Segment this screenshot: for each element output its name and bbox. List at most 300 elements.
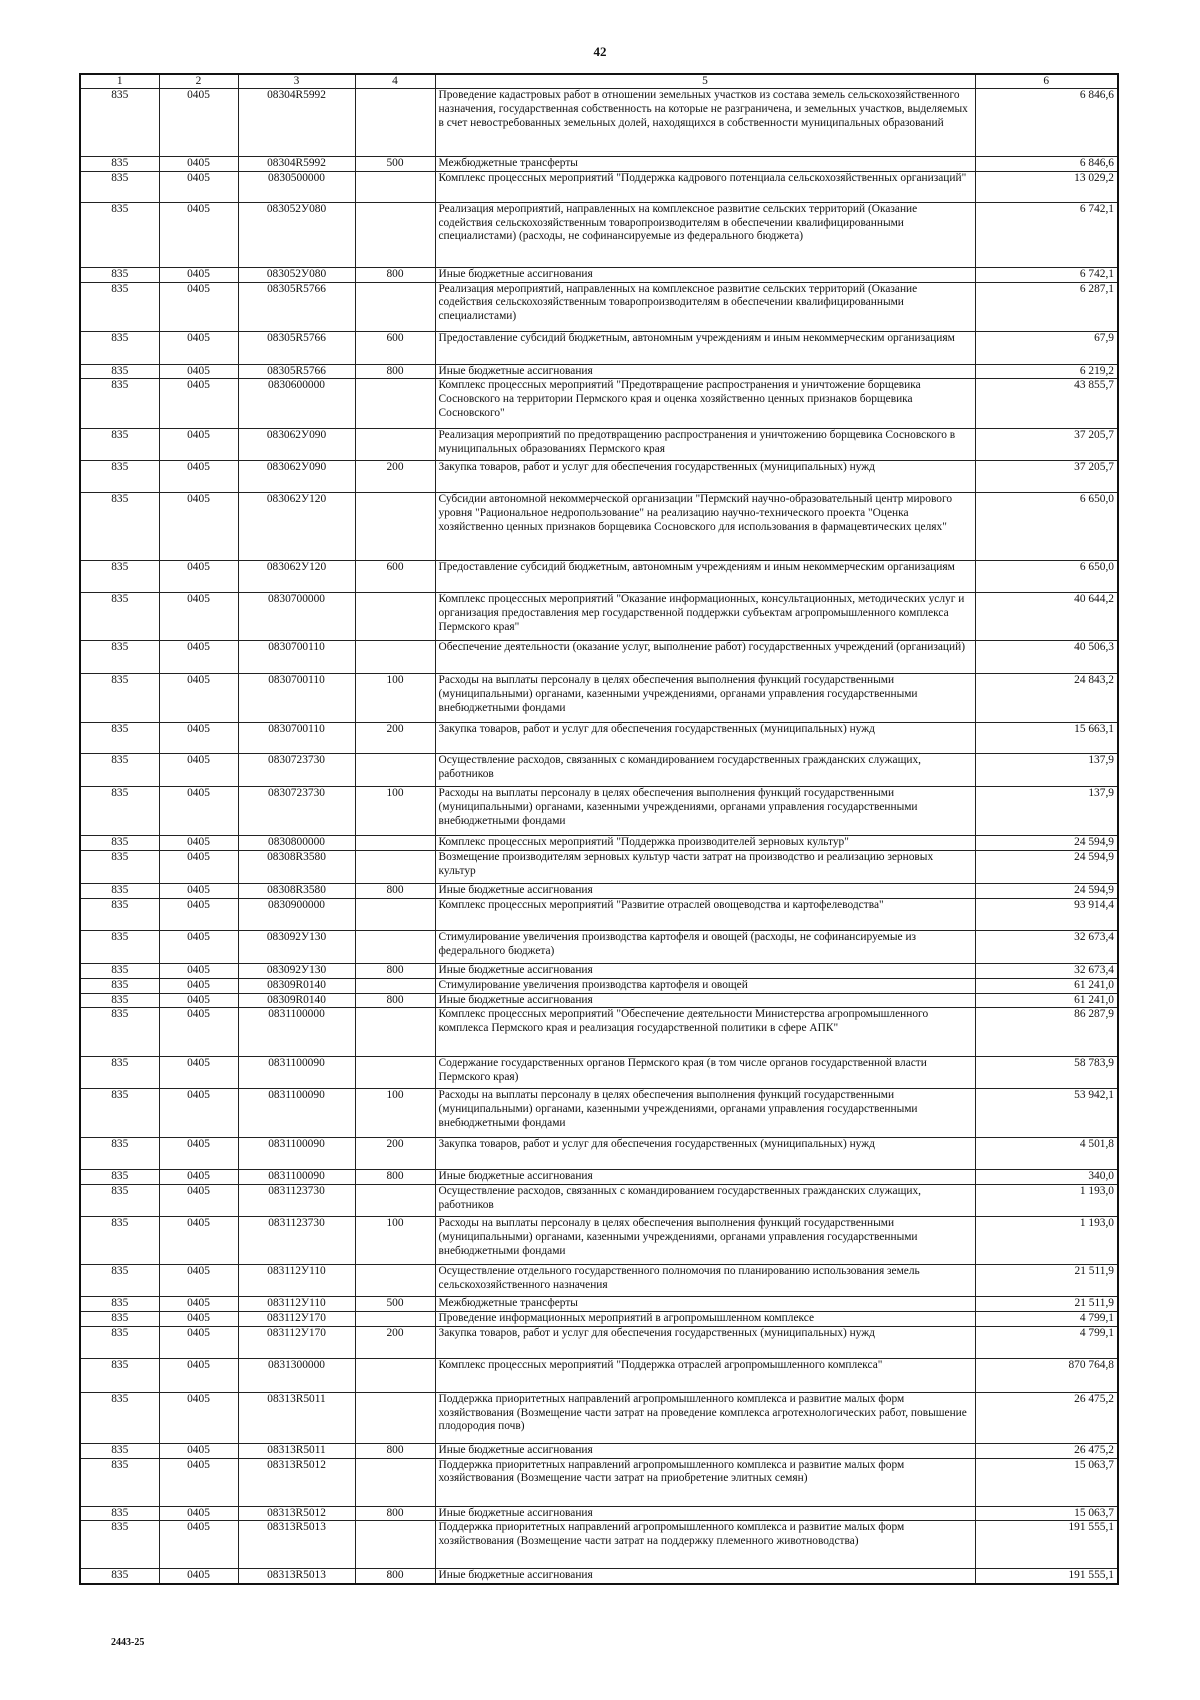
cell-description: Комплекс процессных мероприятий "Обеспечение деятельности Министерства агропромышленного комплекса Пермского края и реализация государственной политики в сфере АПК": [435, 1008, 975, 1057]
table-row: [80, 993, 1118, 1008]
cell-expense-type: [355, 930, 435, 963]
table-row: [80, 1265, 1118, 1297]
cell-section-code: 0405: [159, 157, 238, 172]
cell-admin-code: 835: [80, 1057, 159, 1089]
cell-expense-type: 800: [355, 364, 435, 379]
page-number: 42: [593, 44, 607, 59]
cell-section-code: 0405: [159, 898, 238, 930]
cell-expense-type: [355, 978, 435, 993]
cell-admin-code: 835: [80, 851, 159, 884]
cell-amount: 13 029,2: [975, 171, 1118, 202]
cell-amount: 24 594,9: [975, 884, 1118, 899]
cell-admin-code: 835: [80, 1170, 159, 1185]
table-row: [80, 267, 1118, 282]
cell-admin-code: 835: [80, 379, 159, 429]
table-row: [80, 89, 1118, 157]
cell-expense-type: [355, 836, 435, 851]
column-header-4: 4: [355, 74, 435, 89]
cell-admin-code: 835: [80, 1392, 159, 1443]
cell-description: Комплекс процессных мероприятий "Предотвращение распространения и уничтожение борщевика Сосновского на территории Пермского края и оценка хозяйственно ценных признаков борщевика Сосновского": [435, 379, 975, 429]
cell-amount: 24 594,9: [975, 836, 1118, 851]
cell-expense-type: 800: [355, 1506, 435, 1521]
budget-table: [79, 73, 1119, 1585]
cell-expense-type: 500: [355, 157, 435, 172]
cell-target-article: 0831100000: [238, 1008, 355, 1057]
cell-expense-type: 800: [355, 1443, 435, 1458]
table-row: [80, 1170, 1118, 1185]
cell-amount: 6 846,6: [975, 157, 1118, 172]
cell-admin-code: 835: [80, 89, 159, 157]
table-row: [80, 1297, 1118, 1312]
cell-section-code: 0405: [159, 1217, 238, 1265]
cell-expense-type: 100: [355, 787, 435, 836]
cell-admin-code: 835: [80, 723, 159, 754]
cell-target-article: 083112У110: [238, 1265, 355, 1297]
cell-admin-code: 835: [80, 593, 159, 641]
cell-admin-code: 835: [80, 1443, 159, 1458]
cell-description: Содержание государственных органов Пермского края (в том числе органов государственной власти Пермского края): [435, 1057, 975, 1089]
cell-expense-type: 200: [355, 1138, 435, 1170]
cell-amount: 40 506,3: [975, 641, 1118, 674]
cell-amount: 6 742,1: [975, 267, 1118, 282]
cell-amount: 24 594,9: [975, 851, 1118, 884]
cell-expense-type: 800: [355, 963, 435, 978]
table-row: [80, 1311, 1118, 1326]
cell-section-code: 0405: [159, 1089, 238, 1138]
cell-amount: 21 511,9: [975, 1265, 1118, 1297]
table-row: [80, 379, 1118, 429]
cell-section-code: 0405: [159, 1521, 238, 1569]
cell-amount: 137,9: [975, 754, 1118, 787]
cell-expense-type: [355, 171, 435, 202]
column-header-5: 5: [435, 74, 975, 89]
cell-admin-code: 835: [80, 836, 159, 851]
table-row: [80, 1057, 1118, 1089]
cell-target-article: 08313R5011: [238, 1392, 355, 1443]
cell-admin-code: 835: [80, 171, 159, 202]
table-row: [80, 593, 1118, 641]
cell-target-article: 0831123730: [238, 1217, 355, 1265]
cell-target-article: 083062У090: [238, 461, 355, 493]
cell-description: Расходы на выплаты персоналу в целях обеспечения выполнения функций государственными (муниципальными) органами, казенными учреждениями, органами управления государственными внебюджетными фондами: [435, 787, 975, 836]
cell-amount: 4 799,1: [975, 1326, 1118, 1358]
cell-amount: 37 205,7: [975, 461, 1118, 493]
cell-section-code: 0405: [159, 1458, 238, 1506]
cell-admin-code: 835: [80, 963, 159, 978]
cell-expense-type: 100: [355, 1217, 435, 1265]
cell-target-article: 0830600000: [238, 379, 355, 429]
cell-target-article: 0830900000: [238, 898, 355, 930]
cell-target-article: 083052У080: [238, 267, 355, 282]
cell-description: Расходы на выплаты персоналу в целях обеспечения выполнения функций государственными (муниципальными) органами, казенными учреждениями, органами управления государственными внебюджетными фондами: [435, 674, 975, 723]
table-row: [80, 331, 1118, 364]
cell-admin-code: 835: [80, 202, 159, 267]
cell-amount: 1 193,0: [975, 1217, 1118, 1265]
cell-section-code: 0405: [159, 1170, 238, 1185]
cell-target-article: 0831123730: [238, 1185, 355, 1217]
cell-target-article: 08309R0140: [238, 978, 355, 993]
cell-target-article: 083062У090: [238, 429, 355, 461]
cell-amount: 6 219,2: [975, 364, 1118, 379]
cell-section-code: 0405: [159, 1506, 238, 1521]
cell-expense-type: 200: [355, 1326, 435, 1358]
table-row: [80, 429, 1118, 461]
table-row: [80, 1358, 1118, 1392]
table-body: [80, 89, 1118, 1585]
cell-description: Поддержка приоритетных направлений агропромышленного комплекса и развитие малых форм хозяйствования (Возмещение части затрат на приобретение элитных семян): [435, 1458, 975, 1506]
cell-target-article: 08313R5012: [238, 1458, 355, 1506]
cell-amount: 40 644,2: [975, 593, 1118, 641]
cell-description: Иные бюджетные ассигнования: [435, 963, 975, 978]
cell-amount: 61 241,0: [975, 978, 1118, 993]
cell-target-article: 08304R5992: [238, 89, 355, 157]
cell-target-article: 0830700110: [238, 641, 355, 674]
cell-section-code: 0405: [159, 963, 238, 978]
cell-expense-type: 800: [355, 884, 435, 899]
table-row: [80, 202, 1118, 267]
cell-expense-type: [355, 1392, 435, 1443]
cell-amount: 61 241,0: [975, 993, 1118, 1008]
cell-description: Иные бюджетные ассигнования: [435, 884, 975, 899]
cell-section-code: 0405: [159, 282, 238, 331]
cell-admin-code: 835: [80, 1008, 159, 1057]
cell-section-code: 0405: [159, 331, 238, 364]
cell-admin-code: 835: [80, 331, 159, 364]
table-row: [80, 1138, 1118, 1170]
cell-admin-code: 835: [80, 898, 159, 930]
cell-target-article: 08313R5013: [238, 1521, 355, 1569]
cell-section-code: 0405: [159, 267, 238, 282]
cell-expense-type: [355, 641, 435, 674]
cell-expense-type: [355, 1265, 435, 1297]
cell-expense-type: [355, 1458, 435, 1506]
cell-target-article: 0831100090: [238, 1170, 355, 1185]
cell-description: Иные бюджетные ассигнования: [435, 993, 975, 1008]
cell-admin-code: 835: [80, 1138, 159, 1170]
cell-description: Проведение кадастровых работ в отношении земельных участков из состава земель сельскохозяйственного назначения, государственная собственность на которые не разграничена, и земельных участков, выделяемых в счет невостребованных земельных долей, находящихся в собственности муниципальных образований: [435, 89, 975, 157]
table-row: [80, 1506, 1118, 1521]
cell-section-code: 0405: [159, 836, 238, 851]
table-row: [80, 963, 1118, 978]
cell-expense-type: 100: [355, 1089, 435, 1138]
cell-admin-code: 835: [80, 1297, 159, 1312]
cell-admin-code: 835: [80, 364, 159, 379]
cell-section-code: 0405: [159, 1569, 238, 1584]
table-row: [80, 851, 1118, 884]
table-row: [80, 157, 1118, 172]
cell-description: Комплекс процессных мероприятий "Оказание информационных, консультационных, методических услуг и организация предоставления мер государственной поддержки субъектам агропромышленного комплекса Пермского края": [435, 593, 975, 641]
cell-admin-code: 835: [80, 461, 159, 493]
cell-section-code: 0405: [159, 1443, 238, 1458]
cell-description: Стимулирование увеличения производства картофеля и овощей (расходы, не софинансируемые из федерального бюджета): [435, 930, 975, 963]
cell-target-article: 083062У120: [238, 561, 355, 593]
cell-expense-type: [355, 89, 435, 157]
column-header-2: 2: [159, 74, 238, 89]
cell-expense-type: [355, 754, 435, 787]
table-row: [80, 641, 1118, 674]
cell-expense-type: 500: [355, 1297, 435, 1312]
cell-section-code: 0405: [159, 754, 238, 787]
cell-target-article: 08305R5766: [238, 282, 355, 331]
cell-section-code: 0405: [159, 1297, 238, 1312]
cell-amount: 6 742,1: [975, 202, 1118, 267]
cell-amount: 26 475,2: [975, 1392, 1118, 1443]
table-row: [80, 1458, 1118, 1506]
cell-expense-type: [355, 202, 435, 267]
table-row: [80, 1008, 1118, 1057]
cell-target-article: 08308R3580: [238, 884, 355, 899]
cell-admin-code: 835: [80, 993, 159, 1008]
cell-description: Осуществление отдельного государственного полномочия по планированию использования земель сельскохозяйственного назначения: [435, 1265, 975, 1297]
cell-description: Расходы на выплаты персоналу в целях обеспечения выполнения функций государственными (муниципальными) органами, казенными учреждениями, органами управления государственными внебюджетными фондами: [435, 1089, 975, 1138]
cell-description: Комплекс процессных мероприятий "Поддержка отраслей агропромышленного комплекса": [435, 1358, 975, 1392]
cell-admin-code: 835: [80, 787, 159, 836]
cell-description: Реализация мероприятий по предотвращению распространения и уничтожению борщевика Сосновского в муниципальных образованиях Пермского края: [435, 429, 975, 461]
table-row: [80, 1326, 1118, 1358]
table-row: [80, 1217, 1118, 1265]
cell-target-article: 0831100090: [238, 1138, 355, 1170]
cell-expense-type: 800: [355, 267, 435, 282]
cell-section-code: 0405: [159, 674, 238, 723]
cell-target-article: 0830723730: [238, 787, 355, 836]
cell-admin-code: 835: [80, 429, 159, 461]
table-row: [80, 898, 1118, 930]
cell-section-code: 0405: [159, 723, 238, 754]
cell-description: Иные бюджетные ассигнования: [435, 1443, 975, 1458]
cell-expense-type: [355, 1311, 435, 1326]
cell-amount: 4 799,1: [975, 1311, 1118, 1326]
cell-section-code: 0405: [159, 787, 238, 836]
table-row: [80, 282, 1118, 331]
cell-target-article: 0830700000: [238, 593, 355, 641]
cell-description: Осуществление расходов, связанных с командированием государственных гражданских служащих, работников: [435, 754, 975, 787]
cell-target-article: 083092У130: [238, 963, 355, 978]
cell-description: Возмещение производителям зерновых культур части затрат на производство и реализацию зерновых культур: [435, 851, 975, 884]
cell-admin-code: 835: [80, 1569, 159, 1584]
cell-target-article: 08313R5013: [238, 1569, 355, 1584]
cell-expense-type: 200: [355, 461, 435, 493]
cell-expense-type: [355, 493, 435, 561]
cell-target-article: 0831100090: [238, 1089, 355, 1138]
cell-expense-type: [355, 1057, 435, 1089]
cell-target-article: 0831300000: [238, 1358, 355, 1392]
cell-description: Предоставление субсидий бюджетным, автономным учреждениям и иным некоммерческим организациям: [435, 331, 975, 364]
cell-description: Иные бюджетные ассигнования: [435, 364, 975, 379]
cell-target-article: 08308R3580: [238, 851, 355, 884]
cell-expense-type: [355, 898, 435, 930]
cell-amount: 24 843,2: [975, 674, 1118, 723]
table-row: [80, 978, 1118, 993]
cell-amount: 21 511,9: [975, 1297, 1118, 1312]
cell-amount: 43 855,7: [975, 379, 1118, 429]
cell-description: Предоставление субсидий бюджетным, автономным учреждениям и иным некоммерческим организациям: [435, 561, 975, 593]
cell-amount: 58 783,9: [975, 1057, 1118, 1089]
cell-expense-type: [355, 1008, 435, 1057]
cell-expense-type: [355, 1185, 435, 1217]
cell-expense-type: [355, 851, 435, 884]
cell-description: Комплекс процессных мероприятий "Развитие отраслей овощеводства и картофелеводства": [435, 898, 975, 930]
table-row: [80, 787, 1118, 836]
cell-section-code: 0405: [159, 641, 238, 674]
cell-admin-code: 835: [80, 674, 159, 723]
cell-amount: 26 475,2: [975, 1443, 1118, 1458]
cell-target-article: 08309R0140: [238, 993, 355, 1008]
cell-section-code: 0405: [159, 493, 238, 561]
table-row: [80, 674, 1118, 723]
cell-amount: 93 914,4: [975, 898, 1118, 930]
cell-admin-code: 835: [80, 493, 159, 561]
cell-admin-code: 835: [80, 1185, 159, 1217]
cell-admin-code: 835: [80, 1089, 159, 1138]
cell-description: Иные бюджетные ассигнования: [435, 1569, 975, 1584]
cell-section-code: 0405: [159, 930, 238, 963]
cell-expense-type: 600: [355, 561, 435, 593]
cell-target-article: 083112У170: [238, 1311, 355, 1326]
cell-section-code: 0405: [159, 978, 238, 993]
cell-target-article: 0831100090: [238, 1057, 355, 1089]
cell-target-article: 083112У110: [238, 1297, 355, 1312]
cell-description: Поддержка приоритетных направлений агропромышленного комплекса и развитие малых форм хозяйствования (Возмещение части затрат на проведение комплекса агротехнологических работ, повышение плодородия почв): [435, 1392, 975, 1443]
cell-admin-code: 835: [80, 1326, 159, 1358]
table-row: [80, 1443, 1118, 1458]
cell-amount: 137,9: [975, 787, 1118, 836]
cell-section-code: 0405: [159, 461, 238, 493]
cell-description: Закупка товаров, работ и услуг для обеспечения государственных (муниципальных) нужд: [435, 1326, 975, 1358]
cell-amount: 4 501,8: [975, 1138, 1118, 1170]
cell-amount: 1 193,0: [975, 1185, 1118, 1217]
column-header-3: 3: [238, 74, 355, 89]
cell-target-article: 083112У170: [238, 1326, 355, 1358]
column-header-6: 6: [975, 74, 1118, 89]
cell-target-article: 0830800000: [238, 836, 355, 851]
cell-target-article: 0830700110: [238, 674, 355, 723]
cell-admin-code: 835: [80, 1311, 159, 1326]
cell-section-code: 0405: [159, 1265, 238, 1297]
cell-expense-type: [355, 282, 435, 331]
cell-description: Иные бюджетные ассигнования: [435, 1506, 975, 1521]
cell-description: Стимулирование увеличения производства картофеля и овощей: [435, 978, 975, 993]
cell-target-article: 08313R5012: [238, 1506, 355, 1521]
cell-description: Иные бюджетные ассигнования: [435, 1170, 975, 1185]
cell-expense-type: 100: [355, 674, 435, 723]
cell-section-code: 0405: [159, 1311, 238, 1326]
cell-target-article: 08304R5992: [238, 157, 355, 172]
cell-target-article: 0830700110: [238, 723, 355, 754]
cell-section-code: 0405: [159, 993, 238, 1008]
table-row: [80, 754, 1118, 787]
cell-description: Комплекс процессных мероприятий "Поддержка кадрового потенциала сельскохозяйственных организаций": [435, 171, 975, 202]
cell-section-code: 0405: [159, 379, 238, 429]
cell-admin-code: 835: [80, 930, 159, 963]
cell-admin-code: 835: [80, 1521, 159, 1569]
cell-amount: 340,0: [975, 1170, 1118, 1185]
cell-section-code: 0405: [159, 171, 238, 202]
cell-target-article: 08305R5766: [238, 364, 355, 379]
table-row: [80, 493, 1118, 561]
cell-expense-type: [355, 1521, 435, 1569]
cell-target-article: 08313R5011: [238, 1443, 355, 1458]
cell-admin-code: 835: [80, 641, 159, 674]
cell-expense-type: 800: [355, 993, 435, 1008]
cell-admin-code: 835: [80, 1506, 159, 1521]
cell-admin-code: 835: [80, 157, 159, 172]
cell-amount: 191 555,1: [975, 1521, 1118, 1569]
cell-section-code: 0405: [159, 1008, 238, 1057]
cell-description: Иные бюджетные ассигнования: [435, 267, 975, 282]
cell-section-code: 0405: [159, 429, 238, 461]
cell-target-article: 083052У080: [238, 202, 355, 267]
cell-target-article: 08305R5766: [238, 331, 355, 364]
cell-section-code: 0405: [159, 1185, 238, 1217]
table-row: [80, 561, 1118, 593]
cell-description: Субсидии автономной некоммерческой организации "Пермский научно-образовательный центр мирового уровня "Рациональное недропользование" на реализацию научно-технического проекта "Оценка хозяйственно ценных признаков борщевика Сосновского для использования в фармацевтических целях": [435, 493, 975, 561]
cell-section-code: 0405: [159, 851, 238, 884]
cell-admin-code: 835: [80, 1217, 159, 1265]
cell-section-code: 0405: [159, 89, 238, 157]
table-row: [80, 171, 1118, 202]
cell-description: Обеспечение деятельности (оказание услуг, выполнение работ) государственных учреждений (организаций): [435, 641, 975, 674]
document-code: 2443-25: [111, 1637, 145, 1648]
table-row: [80, 461, 1118, 493]
cell-description: Комплекс процессных мероприятий "Поддержка производителей зерновых культур": [435, 836, 975, 851]
cell-amount: 86 287,9: [975, 1008, 1118, 1057]
cell-description: Межбюджетные трансферты: [435, 157, 975, 172]
cell-amount: 6 650,0: [975, 493, 1118, 561]
cell-expense-type: 600: [355, 331, 435, 364]
cell-description: Межбюджетные трансферты: [435, 1297, 975, 1312]
column-header-1: 1: [80, 74, 159, 89]
cell-admin-code: 835: [80, 267, 159, 282]
cell-target-article: 0830500000: [238, 171, 355, 202]
cell-description: Закупка товаров, работ и услуг для обеспечения государственных (муниципальных) нужд: [435, 1138, 975, 1170]
cell-target-article: 083092У130: [238, 930, 355, 963]
cell-amount: 53 942,1: [975, 1089, 1118, 1138]
cell-description: Закупка товаров, работ и услуг для обеспечения государственных (муниципальных) нужд: [435, 723, 975, 754]
table-row: [80, 1089, 1118, 1138]
cell-expense-type: 800: [355, 1170, 435, 1185]
cell-admin-code: 835: [80, 1358, 159, 1392]
cell-expense-type: 200: [355, 723, 435, 754]
cell-admin-code: 835: [80, 1265, 159, 1297]
cell-section-code: 0405: [159, 593, 238, 641]
cell-amount: 6 846,6: [975, 89, 1118, 157]
table-row: [80, 723, 1118, 754]
table-row: [80, 884, 1118, 899]
cell-amount: 15 663,1: [975, 723, 1118, 754]
cell-amount: 6 287,1: [975, 282, 1118, 331]
cell-amount: 870 764,8: [975, 1358, 1118, 1392]
cell-expense-type: [355, 429, 435, 461]
cell-description: Расходы на выплаты персоналу в целях обеспечения выполнения функций государственными (муниципальными) органами, казенными учреждениями, органами управления государственными внебюджетными фондами: [435, 1217, 975, 1265]
cell-description: Осуществление расходов, связанных с командированием государственных гражданских служащих, работников: [435, 1185, 975, 1217]
cell-description: Закупка товаров, работ и услуг для обеспечения государственных (муниципальных) нужд: [435, 461, 975, 493]
table-row: [80, 836, 1118, 851]
table-row: [80, 1392, 1118, 1443]
table-row: [80, 1569, 1118, 1584]
cell-section-code: 0405: [159, 1138, 238, 1170]
cell-amount: 32 673,4: [975, 930, 1118, 963]
cell-amount: 67,9: [975, 331, 1118, 364]
cell-amount: 6 650,0: [975, 561, 1118, 593]
table-row: [80, 1521, 1118, 1569]
cell-amount: 37 205,7: [975, 429, 1118, 461]
cell-admin-code: 835: [80, 978, 159, 993]
table-row: [80, 930, 1118, 963]
cell-section-code: 0405: [159, 364, 238, 379]
cell-admin-code: 835: [80, 282, 159, 331]
cell-section-code: 0405: [159, 1057, 238, 1089]
cell-target-article: 0830723730: [238, 754, 355, 787]
